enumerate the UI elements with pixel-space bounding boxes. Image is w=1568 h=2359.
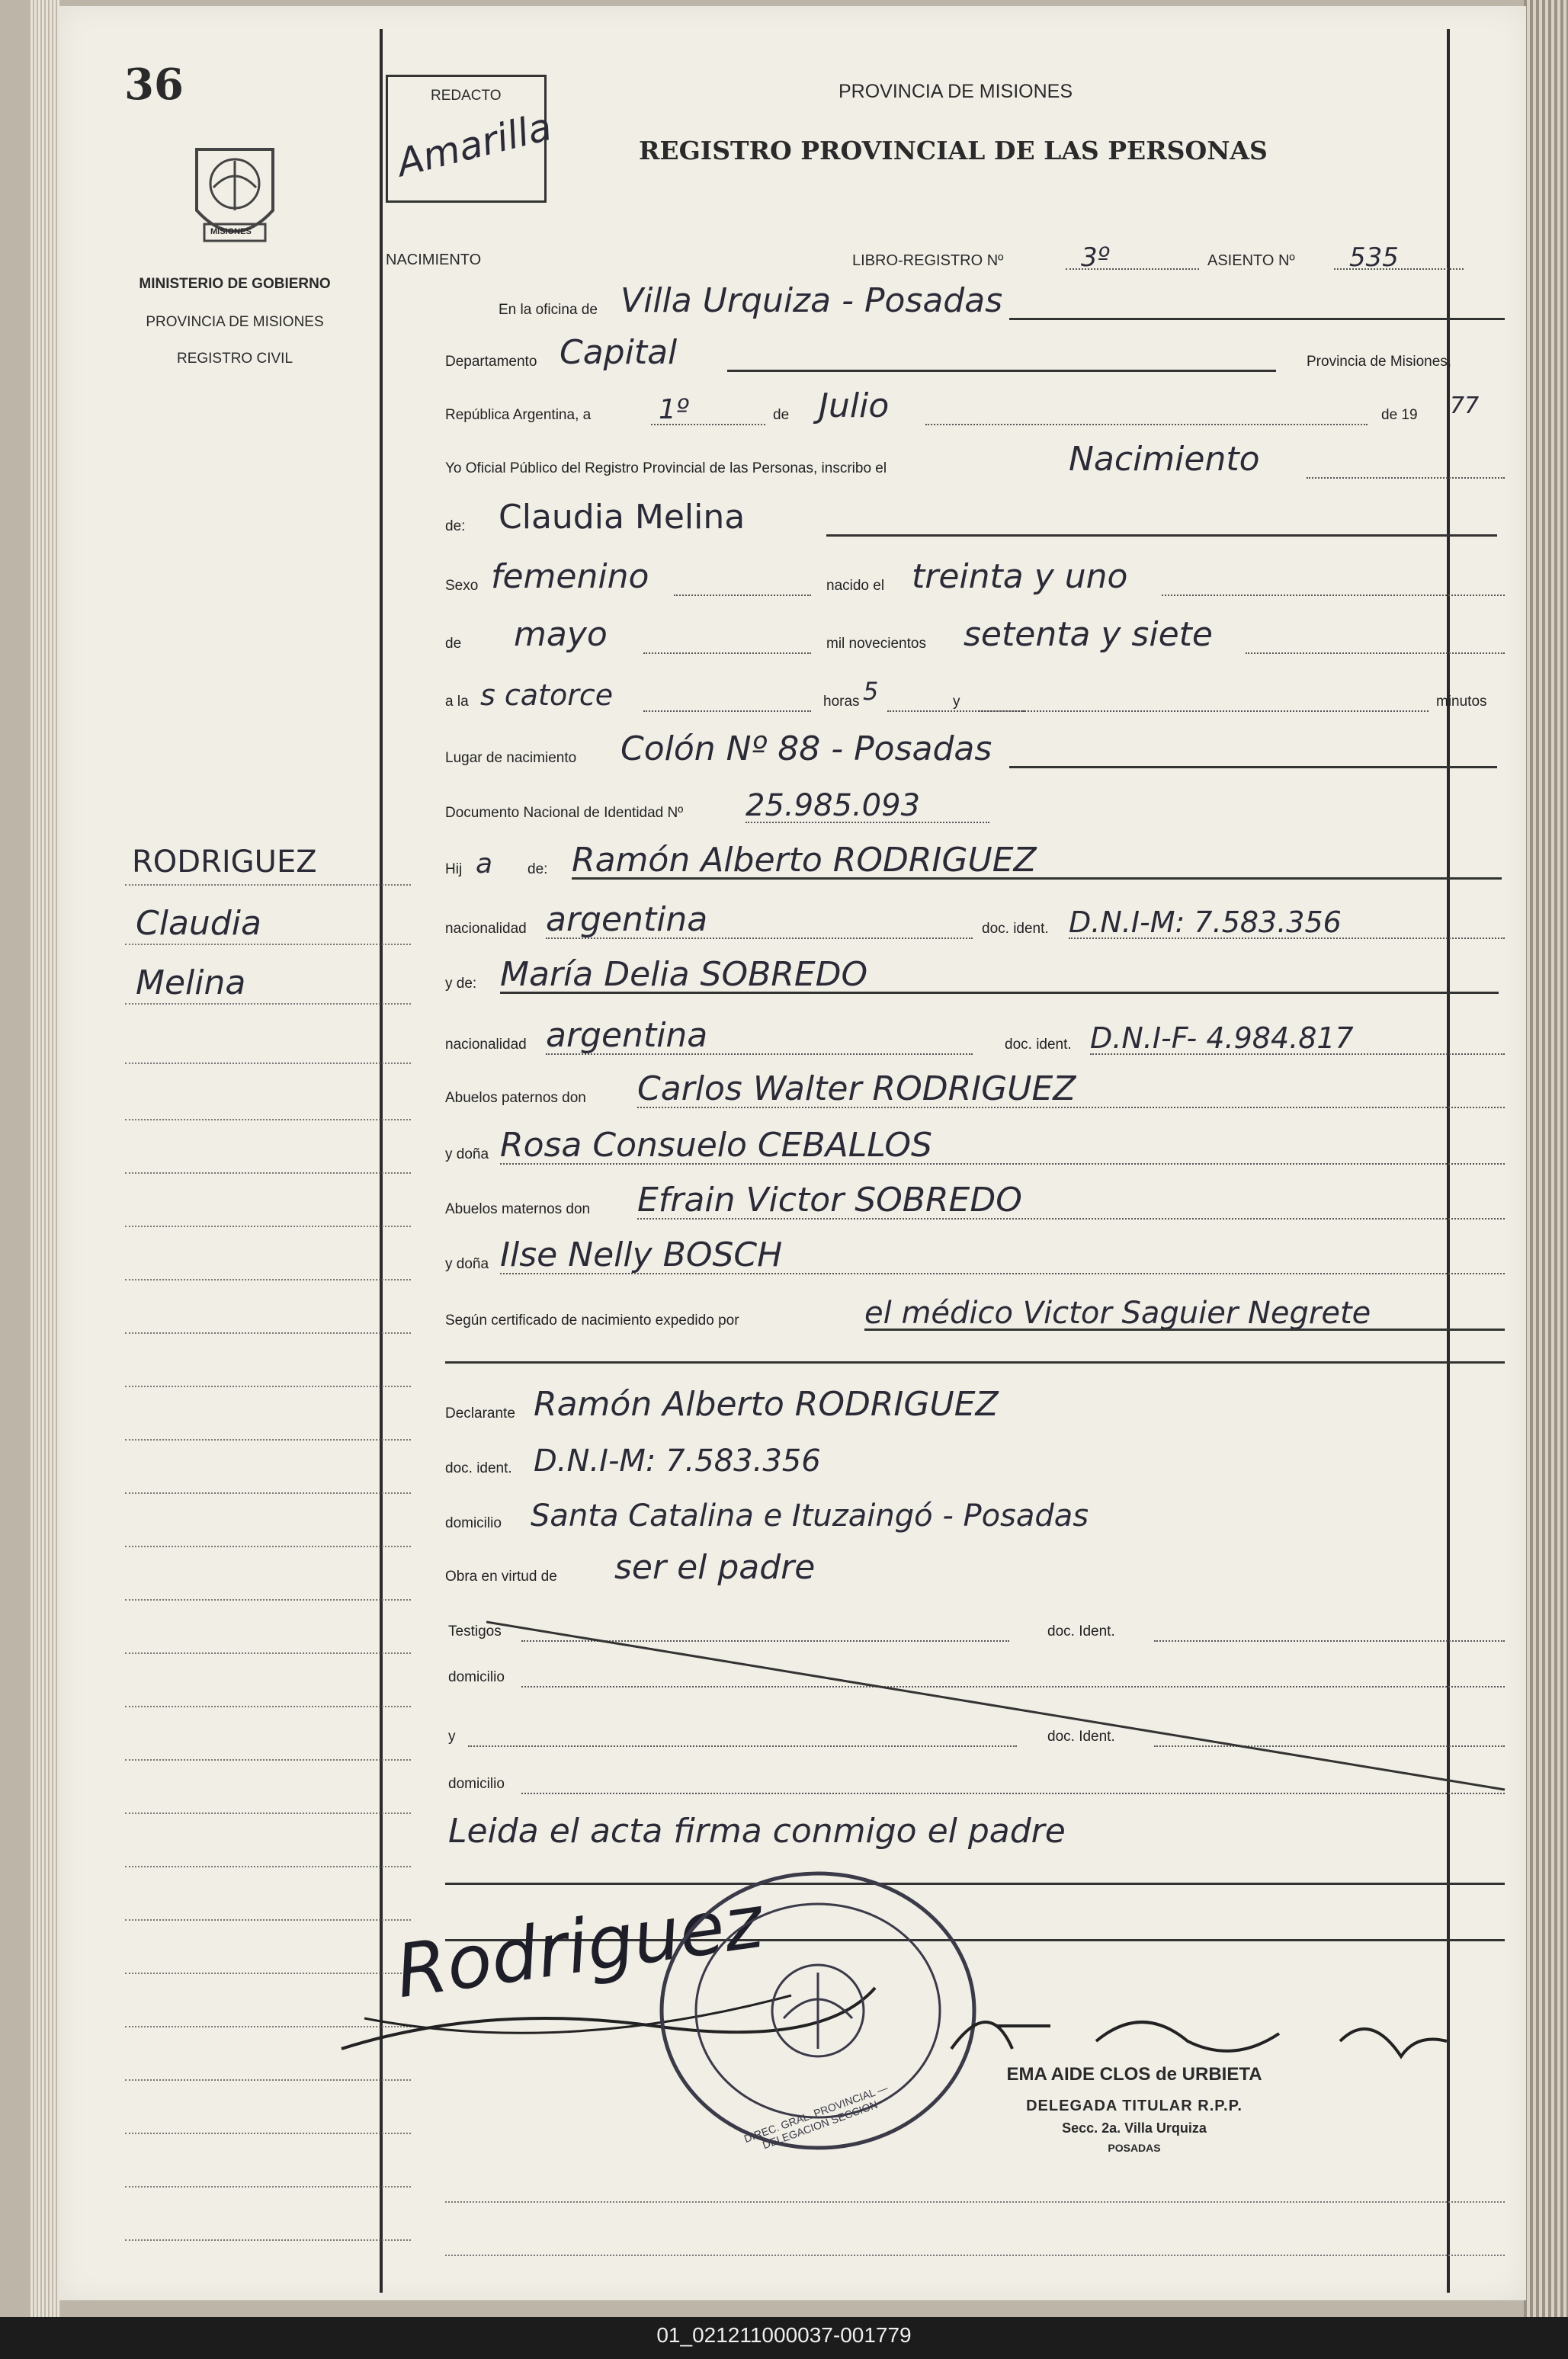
father-signature: Rodriguez — [390, 1878, 768, 2015]
row-abuela-paterna — [445, 1119, 1505, 1168]
doc-ident-label: doc. Ident. — [1047, 1623, 1115, 1639]
padre-value: Ramón Alberto RODRIGUEZ — [572, 841, 1037, 880]
hijo-label: Hij — [445, 861, 463, 877]
y-label: y — [953, 694, 960, 710]
page-number: 36 — [124, 59, 184, 110]
row-padre — [445, 834, 1505, 883]
certificado-label: Según certificado de nacimiento expedido por — [445, 1313, 739, 1329]
row-inscribo — [445, 433, 1505, 482]
a-las-label: a la — [445, 694, 469, 710]
nacido-dia-value: treinta y uno — [912, 557, 1128, 596]
row-nombre — [445, 491, 1505, 540]
de-label: de — [773, 407, 790, 423]
nacido-label: nacido el — [826, 578, 885, 594]
ab-pat-label: Abuelos paternos don — [445, 1090, 586, 1106]
ab-pat-dona-label: y doña — [445, 1146, 489, 1162]
hora-value: s catorce — [480, 678, 614, 712]
row-oficina — [445, 274, 1505, 323]
lugar-value: Colón Nº 88 - Posadas — [620, 729, 992, 768]
row-sexo — [445, 550, 1505, 599]
nac-padre-label: nacionalidad — [445, 921, 527, 937]
ab-mat-label: Abuelos maternos don — [445, 1201, 591, 1217]
mil-label: mil novecientos — [826, 636, 926, 652]
seal-label: MISIONES — [210, 227, 252, 236]
certificado-continuation-line — [445, 1361, 1505, 1364]
row-nac-padre — [445, 893, 1505, 942]
book-right-edge — [1524, 0, 1568, 2317]
certificado-value: el médico Victor Saguier Negrete — [864, 1296, 1371, 1331]
sexo-label: Sexo — [445, 578, 479, 594]
asiento-value: 535 — [1349, 242, 1399, 273]
stamp-text: DIREC. GRAL. PROVINCIAL — DELEGACION SECCION — [742, 2081, 890, 2152]
row-lugar — [445, 723, 1505, 771]
bottom-line-2 — [445, 2255, 1505, 2256]
row-closing — [445, 1805, 1505, 1854]
nacido-mes-value: mayo — [514, 615, 608, 654]
asiento-line — [1334, 268, 1464, 270]
row-departamento — [445, 326, 1505, 375]
ab-mat-dona-value: Ilse Nelly BOSCH — [500, 1236, 783, 1274]
inscribo-value: Nacimiento — [1069, 440, 1260, 479]
province-label: PROVINCIA DE MISIONES — [146, 314, 324, 330]
dia-value: 1º — [659, 394, 689, 425]
row-certificado — [445, 1285, 1505, 1334]
row-abuela-materna — [445, 1229, 1505, 1277]
doc-madre-value: D.N.I-F- 4.984.817 — [1090, 1021, 1354, 1055]
header-province: PROVINCIA DE MISIONES — [839, 81, 1073, 102]
closing-value: Leida el acta firma conmigo el padre — [448, 1812, 1066, 1851]
redacto-box — [386, 75, 556, 203]
redacto-signature: Amarilla — [393, 104, 556, 186]
de-padre-label: de: — [527, 861, 548, 877]
domicilio-label: domicilio — [445, 1515, 502, 1531]
doc-decl-label: doc. ident. — [445, 1460, 512, 1476]
book-page-edges — [30, 0, 61, 2317]
anio-value: 77 — [1450, 393, 1480, 419]
libro-value: 3º — [1081, 242, 1110, 273]
row-dni — [445, 777, 1505, 826]
registry-page — [59, 6, 1526, 2300]
row-fecha-inscripcion — [445, 380, 1505, 428]
nac-madre-label: nacionalidad — [445, 1037, 527, 1053]
row-declarante — [445, 1378, 1505, 1427]
libro-line — [1066, 268, 1199, 270]
libro-row — [852, 229, 1470, 274]
official-name: EMA AIDE CLOS de URBIETA — [1006, 2064, 1262, 2085]
domicilio2-label: domicilio — [448, 1669, 505, 1685]
margin-surname: RODRIGUEZ — [132, 845, 317, 880]
departamento-value: Capital — [560, 333, 678, 372]
doc-madre-label: doc. ident. — [1005, 1037, 1072, 1053]
nac-padre-value: argentina — [546, 900, 708, 939]
header-title: REGISTRO PROVINCIAL DE LAS PERSONAS — [639, 136, 1268, 165]
y2-label: y — [448, 1729, 456, 1745]
official-section: Secc. 2a. Villa Urquiza — [1062, 2120, 1207, 2136]
doc-ident2-label: doc. Ident. — [1047, 1729, 1115, 1745]
y-madre-label: y de: — [445, 976, 477, 992]
ab-mat-value: Efrain Victor SOBREDO — [637, 1181, 1022, 1220]
asiento-label: ASIENTO Nº — [1207, 252, 1295, 269]
row-abuelos-maternos — [445, 1174, 1505, 1223]
margin-first-name: Claudia — [136, 904, 261, 943]
row-hora — [445, 666, 1505, 715]
nombre-value: Claudia Melina — [499, 498, 746, 537]
row-nac-madre — [445, 1009, 1505, 1058]
redacto-label: REDACTO — [431, 88, 502, 104]
obra-label: Obra en virtud de — [445, 1569, 557, 1585]
registry-label: REGISTRO CIVIL — [176, 351, 293, 367]
horas-label: horas — [823, 694, 860, 710]
de-mes-label: de — [445, 636, 462, 652]
margin-middle-name: Melina — [136, 963, 246, 1002]
row-obra — [445, 1541, 1505, 1590]
oficina-label: En la oficina de — [499, 302, 598, 318]
inscribo-label: Yo Oficial Público del Registro Provincial de las Personas, inscribo el — [445, 460, 887, 476]
row-abuelos-paternos — [445, 1063, 1505, 1111]
official-signature-icon — [944, 1988, 1462, 2072]
oficina-value: Villa Urquiza - Posadas — [620, 281, 1003, 320]
image-id-caption: 01_021211000037-001779 — [656, 2323, 912, 2347]
obra-value: ser el padre — [614, 1548, 816, 1587]
row-nacido-mes — [445, 608, 1505, 657]
ab-pat-dona-value: Rosa Consuelo CEBALLOS — [500, 1126, 932, 1165]
domicilio3-label: domicilio — [448, 1776, 505, 1792]
coat-of-arms-seal-icon — [181, 134, 288, 256]
ministry-label: MINISTERIO DE GOBIERNO — [139, 276, 331, 292]
dni-value: 25.985.093 — [746, 788, 921, 823]
provincia-suffix: Provincia de Misiones, — [1307, 354, 1452, 370]
mes-value: Julio — [819, 386, 890, 425]
hijo-suffix: a — [476, 848, 493, 880]
nac-madre-value: argentina — [546, 1016, 708, 1055]
official-city: POSADAS — [1108, 2142, 1161, 2154]
row-doc-declarante — [445, 1433, 1505, 1482]
madre-value: María Delia SOBREDO — [500, 955, 868, 994]
nacido-anio-value: setenta y siete — [964, 615, 1213, 654]
doc-decl-value: D.N.I-M: 7.583.356 — [534, 1444, 821, 1479]
nombre-label: de: — [445, 518, 466, 534]
domicilio-value: Santa Catalina e Ituzaingó - Posadas — [531, 1498, 1089, 1534]
ab-mat-dona-label: y doña — [445, 1256, 489, 1272]
sexo-value: femenino — [491, 557, 649, 596]
act-type-label: NACIMIENTO — [386, 252, 482, 268]
declarante-value: Ramón Alberto RODRIGUEZ — [534, 1385, 999, 1424]
row-domicilio — [445, 1488, 1505, 1537]
republica-label: República Argentina, a — [445, 407, 592, 423]
minutos-num-value: 5 — [863, 677, 879, 706]
doc-padre-label: doc. ident. — [982, 921, 1049, 937]
testigos-label: Testigos — [448, 1623, 502, 1639]
witness-cancel-stroke — [486, 1614, 1508, 1797]
bottom-line-1 — [445, 2201, 1505, 2203]
ab-pat-value: Carlos Walter RODRIGUEZ — [637, 1069, 1076, 1108]
minutos-label: minutos — [1436, 694, 1487, 710]
dni-label: Documento Nacional de Identidad Nº — [445, 805, 684, 821]
declarante-label: Declarante — [445, 1405, 515, 1421]
departamento-label: Departamento — [445, 354, 537, 370]
left-margin-rule — [380, 29, 383, 2293]
libro-label: LIBRO-REGISTRO Nº — [852, 252, 1004, 269]
official-role: DELEGADA TITULAR R.P.P. — [1026, 2098, 1243, 2114]
doc-padre-value: D.N.I-M: 7.583.356 — [1069, 905, 1342, 939]
row-madre — [445, 948, 1505, 997]
lugar-label: Lugar de nacimiento — [445, 750, 577, 766]
de-anio-label: de 19 — [1381, 407, 1418, 423]
